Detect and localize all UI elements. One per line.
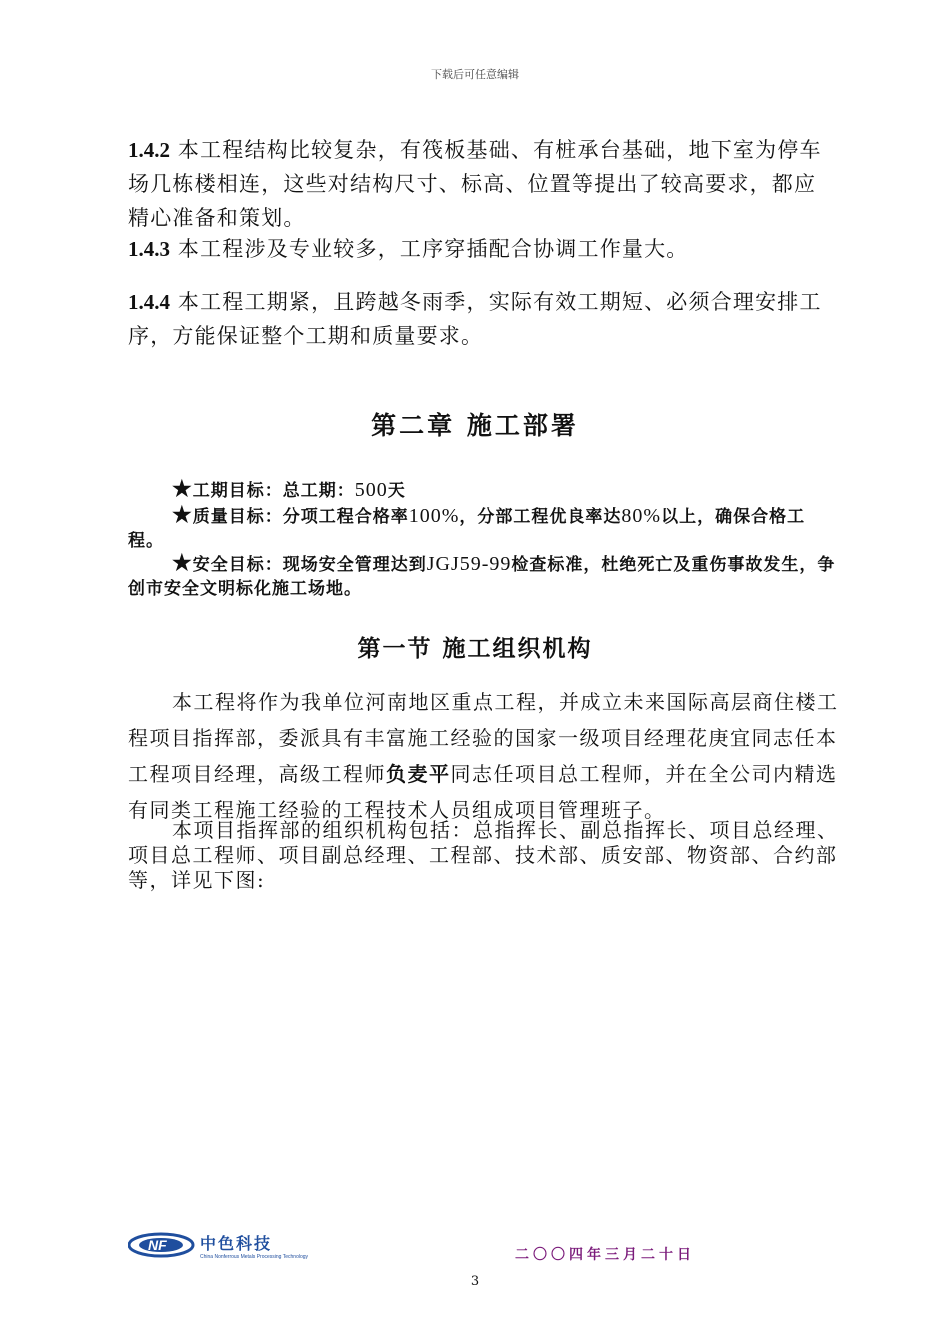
page-header: 下载后可任意编辑 [431,68,519,81]
chapter-title: 第二章 施工部署 [371,411,579,440]
item-1-4-4 [128,285,838,353]
page-number: 3 [470,1274,480,1289]
section-title: 第一节 施工组织机构 [357,635,593,662]
item-1-4-2 [128,133,838,235]
logo-cn-text: 中色科技 [200,1234,273,1253]
goal-safety: ★安全目标：现场安全管理达到JGJ59-99检查标准，杜绝死亡及重伤事故发生，争创市安全文明标化施工场地。 [128,550,836,599]
logo-mark-icon [128,1232,338,1260]
item-number: 1.4.2 [128,138,170,162]
logo-en-text: China Nonferrous Metals Processing Technology [200,1254,309,1260]
goal-schedule: ★工期目标：总工期：500天 [172,476,406,502]
item-number: 1.4.4 [128,290,170,314]
logo-mark-text: NF [148,1237,167,1253]
star-icon: ★ [172,502,193,528]
item-text: 本工程涉及专业较多，工序穿插配合协调工作量大。 [177,237,689,261]
company-logo [128,1232,338,1260]
item-text: 本工程工期紧，且跨越冬雨季，实际有效工期短、必须合理安排工序，方能保证整个工期和质量要求。 [128,290,822,348]
footer-date: 二〇〇四年三月二十日 [515,1247,695,1263]
item-1-4-3 [128,232,838,266]
star-icon: ★ [172,476,193,502]
star-icon: ★ [172,550,193,576]
item-number: 1.4.3 [128,237,170,261]
body-paragraph-2: 本项目指挥部的组织机构包括：总指挥长、副总指挥长、项目总经理、项目总工程师、项目副总经理、工程部、技术部、质安部、物资部、合约部等，详见下图: [128,818,839,892]
bold-name: 负麦平 [386,762,451,786]
goal-quality: ★质量目标：分项工程合格率100%，分部工程优良率达80%以上，确保合格工程。 [128,502,806,551]
item-text: 本工程结构比较复杂，有筏板基础、有桩承台基础，地下室为停车场几栋楼相连，这些对结构尺寸、标高、位置等提出了较高要求，都应精心准备和策划。 [128,138,822,230]
body-paragraph-1: 本工程将作为我单位河南地区重点工程，并成立未来国际高层商住楼工程项目指挥部，委派具有丰富施工经验的国家一级项目经理花庚宜同志任本工程项目经理，高级工程师负麦平同志任项目总工程师，并在全公司内精选有同类工程施工经验的工程技术人员组成项目管理班子。 [128,690,839,822]
